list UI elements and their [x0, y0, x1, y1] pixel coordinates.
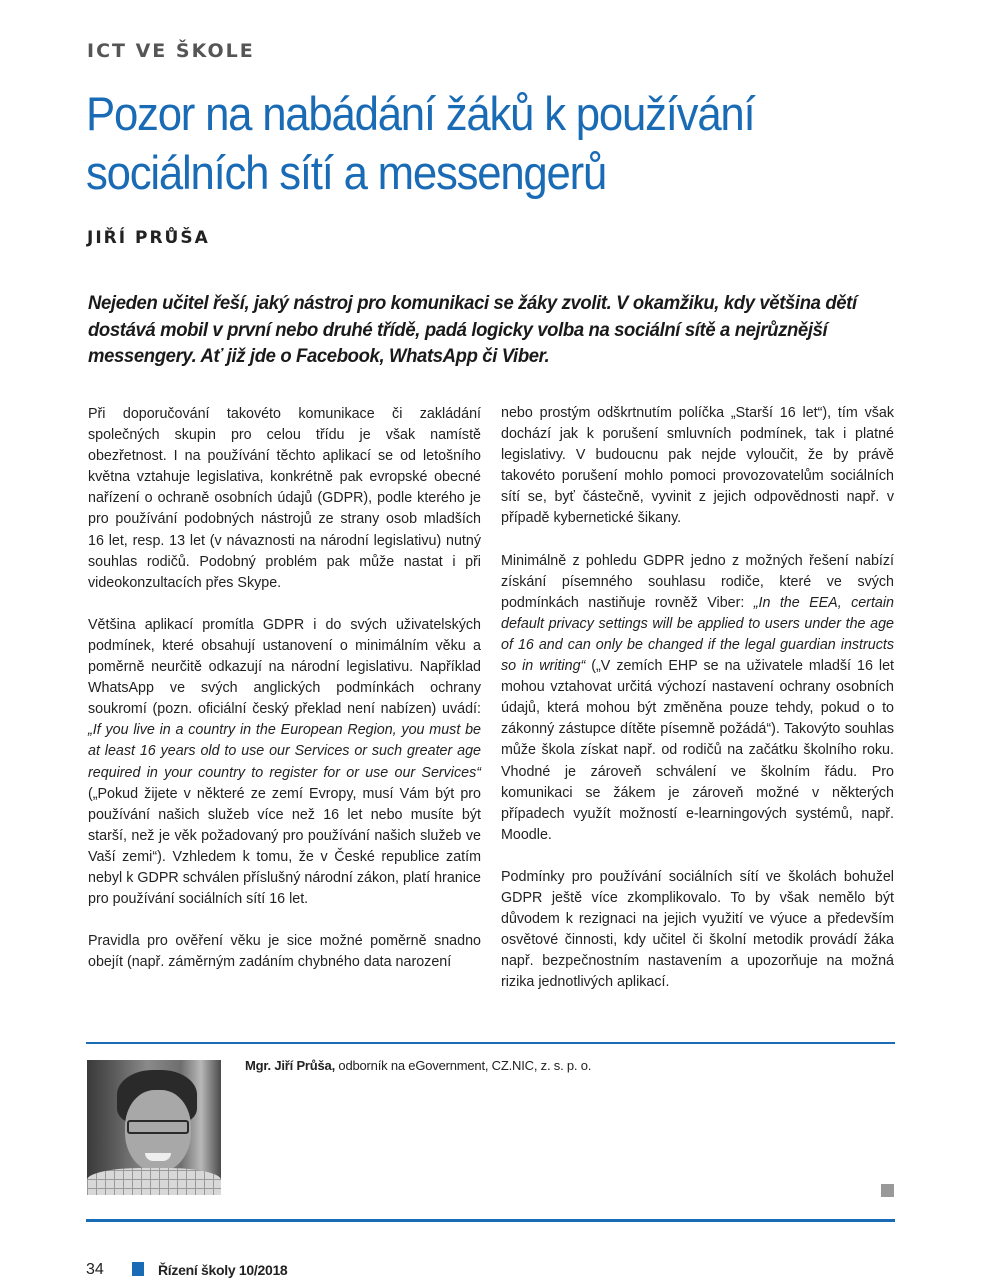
author-photo	[87, 1060, 221, 1195]
photo-smile	[145, 1153, 171, 1161]
quote-english: „In the EEA, certain default privacy settings will be applied to users under the age of 16 and can only be changed if the legal guardian instructs so in writing“	[501, 594, 894, 675]
photo-glasses	[127, 1120, 189, 1134]
paragraph: Pravidla pro ověření věku je sice možné poměrně snadno obejít (např. záměrným zadáním chybného data narození	[88, 933, 481, 971]
publication-issue: Řízení školy 10/2018	[158, 1262, 288, 1278]
paragraph-text: Většina aplikací promítla GDPR i do svých uživatelských podmínek, které obsahují ustanovení o minimálním věku a poměrně neurčitě odkazují na národní legislativu. Například WhatsApp ve svých anglických podmínkách ochrany soukromí (pozn. oficiální český překlad není nabízen) uvádí:	[88, 616, 481, 718]
author-bio-description: odborník na eGovernment, CZ.NIC, z. s. p. o.	[335, 1058, 592, 1073]
paragraph	[88, 615, 481, 910]
page-number: 34	[86, 1261, 104, 1278]
footer-square-icon	[132, 1262, 144, 1276]
paragraph: nebo prostým odškrtnutím políčka „Starší 16 let“), tím však dochází jak k porušení smluvních podmínek, tak i platné legislativy. V budoucnu pak nejde vyloučit, že by právě takovéto porušení mohlo pomoci provozovatelům sociálních sítí se, byť částečně, vyvinit z jejich odpovědnosti např. v případě kybernetické šikany.	[501, 405, 894, 527]
author-byline: JIŘÍ PRŮŠA	[87, 228, 210, 248]
lead-paragraph: Nejeden učitel řeší, jaký nástroj pro komunikaci se žáky zvolit. V okamžiku, kdy většina dětí dostává mobil v první nebo druhé třídě, padá logicky volba na sociální sítě a nejrůznější messengery. Ať již jde o Facebook, WhatsApp či Viber.	[88, 292, 857, 367]
photo-shirt	[87, 1168, 221, 1195]
title-line-2: sociálních sítí a messengerů	[86, 146, 607, 199]
article-end-square-icon	[881, 1184, 894, 1197]
paragraph: Podmínky pro používání sociálních sítí ve školách bohužel GDPR ještě více zkomplikovalo. To by však nemělo být důvodem k rezignaci na jejich využití ve výuce a především osvětové činnosti, kdy učitel či školní metodik provádí žáka např. bezpečnostním nastavením a upozorňuje na možná rizika jednotlivých aplikací.	[501, 868, 894, 991]
paragraph-text: („V zemích EHP se na uživatele mladší 16 let mohou vztahovat určitá výchozí nastavení ochrany osobních údajů, která mohou být změněna pouze tehdy, pokud o to zákonný zástupce dítěte písemně požádá“). Takovýto souhlas může škola získat např. od rodičů na začátku školního roku. Vhodné je zároveň schválení ve školním řádu. Pro komunikaci se žákem je zároveň možné v některých případech využít možností e-learningových systémů, např. Moodle.	[501, 658, 894, 843]
paragraph	[501, 551, 894, 846]
paragraph-text: („Pokud žijete v některé ze zemí Evropy, musí Vám být pro používání našich služeb více než 16 let nebo musíte být starší, než je věk požadovaný pro používání našich služeb ve Vaší zemi“). Vzhledem k tomu, že v České republice zatím nebyl k GDPR schválen příslušný národní zákon, platí hranice pro používání sociálních sítí 16 let.	[88, 785, 481, 908]
column-left	[88, 404, 481, 994]
quote-english: „If you live in a country in the European Region, you must be at least 16 years old to use our Services or such greater age required in your country to register for or use our Services“	[88, 722, 481, 781]
paragraph-text: Minimálně z pohledu GDPR jedno z možných řešení nabízí získání písemného souhlasu rodiče, které ve svých podmínkách nastiňuje rovněž Viber:	[501, 552, 894, 611]
article-title	[86, 84, 830, 202]
footer-divider	[86, 1219, 895, 1222]
author-bio	[245, 1058, 591, 1073]
column-right	[501, 403, 894, 1014]
title-line-1: Pozor na nabádání žáků k používání	[86, 87, 755, 140]
author-bio-name: Mgr. Jiří Průša,	[245, 1058, 336, 1073]
paragraph: Při doporučování takovéto komunikace či zakládání společných skupin pro celou třídu je však namístě obezřetnost. I na používání těchto aplikací se od letošního května vztahuje legislativa, konkrétně pak evropské obecné nařízení o ochraně osobních údajů (GDPR), podle kterého je pro používání podobných nástrojů ze strany osob mladších 16 let, resp. 13 let (v návaznosti na národní legislativu) nutný souhlas rodičů. Podobný problém pak může nastat i při videokonzultacích přes Skype.	[88, 406, 481, 591]
author-box-divider	[86, 1042, 895, 1044]
section-label: ICT VE ŠKOLE	[87, 40, 255, 62]
